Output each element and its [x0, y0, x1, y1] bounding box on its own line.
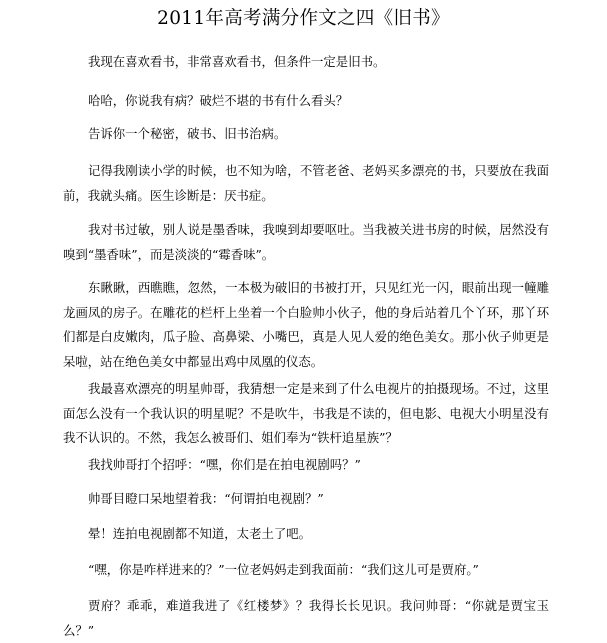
document-title: 2011年高考满分作文之四《旧书》: [157, 8, 450, 29]
paragraph-9: 帅哥目瞪口呆地望着我：“何谓拍电视剧？”: [88, 491, 324, 506]
paragraph-7: 我最喜欢漂亮的明星帅哥，我猜想一定是来到了什么电视片的拍摄现场。不过，这里面怎么没有一个我认识的明星呢？不是吹牛，书我是不读的，但电影、电视大小明星没有我不认识的。不然，我怎么被哥们、姐们奉为“铁杆追星族”？: [63, 381, 549, 445]
paragraph-6: 东瞅瞅，西瞧瞧，忽然，一本极为破旧的书被打开，只见红光一闪，眼前出现一幢雕龙画凤的房子。在雕花的栏杆上坐着一个白脸帅小伙子，他的身后站着几个丫环，那丫环们都是白皮嫩肉，瓜子脸、高鼻梁、小嘴巴，真是人见人爱的绝色美女。那小伙子帅更是呆啦，站在绝色美女中都显出鸡中凤凰的仪态。: [63, 280, 549, 369]
paragraph-5: 我对书过敏，别人说是墨香味，我嗅到却要呕吐。当我被关进书房的时候，居然没有嗅到“墨香味”，而是淡淡的“霉香味”。: [63, 222, 549, 262]
paragraph-2: 哈哈，你说我有病？破烂不堪的书有什么看头？: [88, 93, 349, 108]
paragraph-1: 我现在喜欢看书，非常喜欢看书，但条件一定是旧书。: [88, 54, 386, 69]
paragraph-11: “嘿，你是咋样进来的？”一位老妈妈走到我面前：“我们这儿可是贾府。”: [88, 562, 479, 577]
paragraph-10: 晕！连拍电视剧都不知道，太老土了吧。: [88, 526, 312, 541]
paragraph-12: 贾府？乖乖，难道我进了《红楼梦》？我得长长见识。我问帅哥：“你就是贾宝玉么？”: [63, 598, 549, 638]
paragraph-8: 我找帅哥打个招呼：“嘿，你们是在拍电视剧吗？”: [88, 457, 361, 472]
paragraph-4: 记得我刚读小学的时候，也不知为啥，不管老爸、老妈买多漂亮的书，只要放在我面前，我就头痛。医生诊断是：厌书症。: [63, 163, 549, 203]
paragraph-3: 告诉你一个秘密，破书、旧书治病。: [88, 126, 287, 141]
